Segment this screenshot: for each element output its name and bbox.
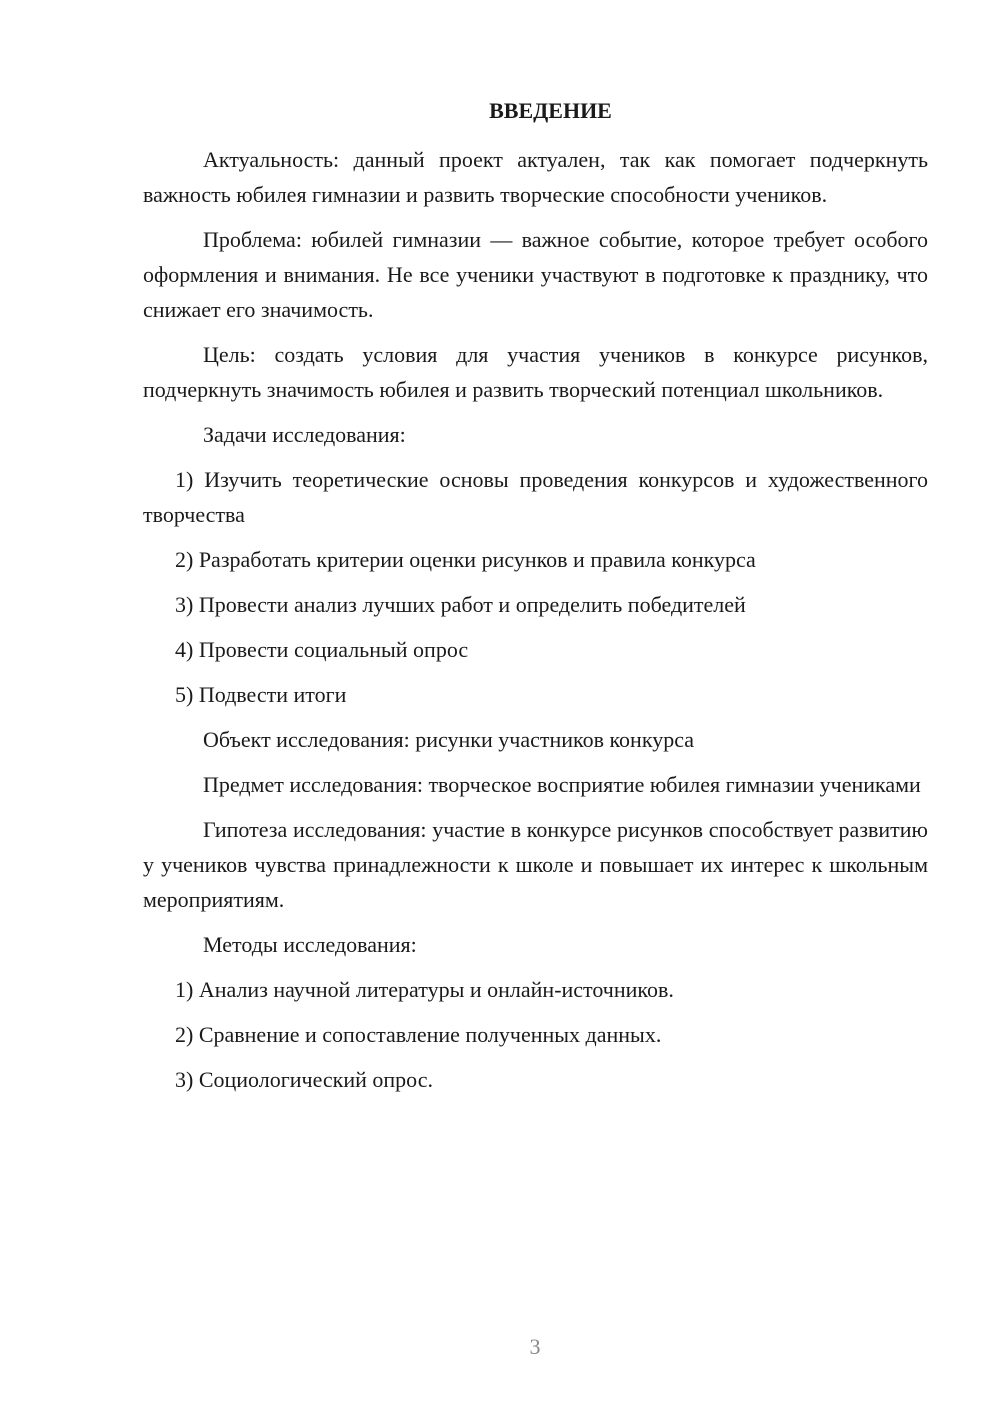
object-paragraph: Объект исследования: рисунки участников конкурса [203, 727, 694, 752]
method-item-1: 1) Анализ научной литературы и онлайн-источников. [175, 977, 674, 1002]
task-item-5: 5) Подвести итоги [175, 682, 347, 707]
page-content [143, 96, 928, 1107]
methods-heading: Методы исследования: [203, 932, 417, 957]
hypothesis-paragraph: Гипотеза исследования: участие в конкурсе рисунков способствует развитию у учеников чувства принадлежности к школе и повышает их интерес к школьным мероприятиям. [143, 817, 928, 912]
page-title: ВВЕДЕНИЕ [489, 98, 612, 123]
subject-paragraph: Предмет исследования: творческое восприятие юбилея гимназии учениками [203, 772, 921, 797]
goal-paragraph: Цель: создать условия для участия учеников в конкурсе рисунков, подчеркнуть значимость юбилея и развить творческий потенциал школьников. [143, 342, 928, 402]
task-item-1: 1) Изучить теоретические основы проведения конкурсов и художественного творчества [143, 467, 928, 527]
method-item-3: 3) Социологический опрос. [175, 1067, 433, 1092]
tasks-heading: Задачи исследования: [203, 422, 406, 447]
problem-paragraph: Проблема: юбилей гимназии — важное событие, которое требует особого оформления и внимания. Не все ученики участвуют в подготовке к празднику, что снижает его значимость. [143, 227, 928, 322]
task-item-2: 2) Разработать критерии оценки рисунков и правила конкурса [175, 547, 756, 572]
page-number: 3 [529, 1334, 541, 1359]
task-item-4: 4) Провести социальный опрос [175, 637, 469, 662]
relevance-paragraph: Актуальность: данный проект актуален, так как помогает подчеркнуть важность юбилея гимназии и развить творческие способности учеников. [143, 147, 928, 207]
method-item-2: 2) Сравнение и сопоставление полученных данных. [175, 1022, 662, 1047]
task-item-3: 3) Провести анализ лучших работ и определить победителей [175, 592, 746, 617]
